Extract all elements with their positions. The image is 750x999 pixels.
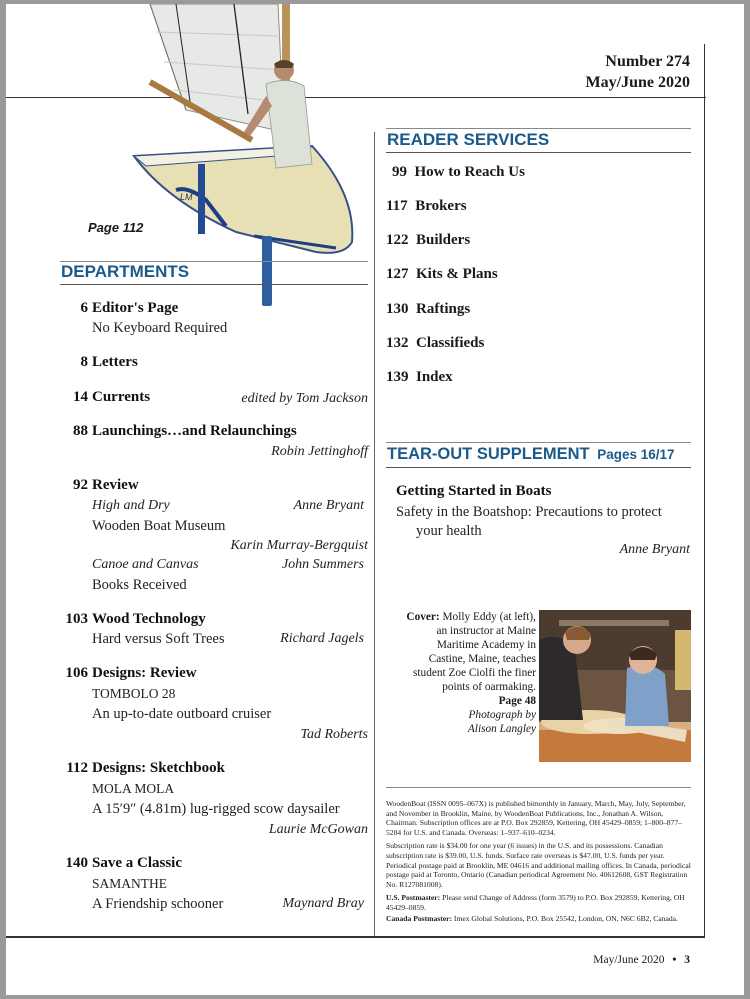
dept-title: Editor's Page: [92, 300, 179, 316]
right-rule: [704, 44, 705, 937]
illustration-caption: Page 112: [88, 220, 144, 235]
dept-title: Designs: Review: [92, 665, 197, 681]
departments-heading: DEPARTMENTS: [61, 262, 190, 281]
reader-services-heading: READER SERVICES: [387, 130, 550, 149]
review-credit: Anne Bryant: [293, 498, 364, 513]
issue-date: May/June 2020: [585, 74, 690, 91]
dept-page-num: 112: [66, 760, 88, 776]
dept-title: Designs: Sketchbook: [92, 760, 225, 776]
reader-service-item: 139 Index: [386, 369, 453, 385]
reader-service-item: 117 Brokers: [386, 198, 467, 214]
masthead-block: WoodenBoat (ISSN 0095–067X) is published bimonthly in January, March, May, July, September, and November in Brooklin, Maine, by WoodenBoat Publications, Inc., Jonathan A. Wilson, Chairman. Subscription offices are at P.O. Box 292859, Kettering, OH 45429–0859; 1–800–877–5284 for U.S. and Canada. Overseas: 1–937–610–0234. Subscription rate is $34.00 for one year (6 issues) in the U.S. and its possessions. Canadian subscription rate is $39.00, U.S. funds. Surface rate overseas is $47.00, U.S. funds per year. Periodical postage paid at Brooklin, ME 04616 and additional mailing offices. In Canada, periodical postage paid at Toronto, Ontario (Canadian periodical Agreement No. 40612608, GST Registration No. R127081008). U.S. Postmaster: Please send Change of Address (form 3579) to P.O. Box 292859, Kettering, OH 45429–0859. Canada Postmaster: Imex Global Solutions, P.O. Box 25542, London, ON, N6C 6B2, Canada.: [386, 799, 691, 923]
review-item: Wooden Boat Museum: [92, 518, 226, 534]
dept-sub: An up-to-date outboard cruiser: [92, 706, 272, 722]
bottom-rule: [6, 936, 705, 938]
daggerboard: [262, 236, 272, 306]
dept-page-num: 14: [73, 389, 88, 405]
reader-service-item: 127 Kits & Plans: [386, 266, 498, 282]
supplement-line: Safety in the Boatshop: Precautions to protect: [396, 504, 662, 520]
dept-credit: Maynard Bray: [282, 896, 364, 911]
dept-page-num: 8: [80, 354, 88, 370]
review-credit: John Summers: [281, 557, 364, 572]
supplement-line: your health: [416, 523, 482, 539]
column-divider: [374, 132, 375, 936]
dept-page-num: 103: [65, 611, 88, 627]
dept-title: Letters: [92, 354, 138, 370]
supplement-pages: Pages 16/17: [597, 447, 675, 462]
supplement-credit: Anne Bryant: [619, 542, 690, 557]
review-item: Canoe and Canvas: [92, 557, 199, 572]
dept-title: Wood Technology: [92, 611, 206, 627]
dept-title: Currents: [92, 389, 151, 405]
cover-page-ref: Page 48: [498, 695, 536, 707]
dept-sub: No Keyboard Required: [92, 320, 228, 336]
dept-sub: TOMBOLO 28: [92, 686, 176, 701]
review-item: Books Received: [92, 577, 187, 593]
masthead-p1: WoodenBoat (ISSN 0095–067X) is published bimonthly in January, March, May, July, September, and November in Brooklin, Maine, by WoodenBoat Publications, Inc., Jonathan A. Wilson, Chairman. Subscription offices are at P.O. Box 292859, Kettering, OH 45429–0859; 1–800–877–5284 for U.S. and Canada. Overseas: 1–937–610–0234.: [386, 799, 686, 837]
dept-page-num: 6: [80, 300, 88, 316]
footer-date: May/June 2020: [593, 954, 665, 966]
dept-credit: Richard Jagels: [280, 631, 364, 646]
dept-page-num: 140: [65, 855, 88, 871]
page-footer: May/June 2020 • 3: [593, 954, 690, 966]
rudder-post: [198, 164, 205, 234]
dept-sub: Hard versus Soft Trees: [92, 631, 225, 647]
supplement-heading: TEAR-OUT SUPPLEMENT Pages 16/17: [387, 445, 675, 463]
dept-title: Save a Classic: [92, 855, 182, 871]
review-credit: Karin Murray-Bergquist: [230, 538, 368, 553]
dept-page-num: 92: [73, 477, 88, 493]
dept-credit: Laurie McGowan: [268, 822, 368, 837]
masthead-p2: Subscription rate is $34.00 for one year (6 issues) in the U.S. and its possessions. Canadian subscription rate is $39.00, U.S. funds. Surface rate overseas is $47.00, U.S. funds per year. Periodical postage paid at Brooklin, ME 04616 and additional mailing offices. In Canada, periodical postage paid at Toronto, Ontario (Canadian periodical Agreement No. 40612608, GST Registration No. R127081008).: [386, 841, 691, 889]
dept-page-num: 88: [73, 423, 88, 439]
review-item: High and Dry: [92, 498, 170, 513]
dept-sub: SAMANTHE: [92, 876, 168, 891]
cover-label: Cover:: [406, 611, 440, 623]
dept-sub: MOLA MOLA: [92, 781, 175, 796]
dept-sub: A Friendship schooner: [92, 896, 224, 912]
contents-page: [6, 4, 744, 995]
dept-credit: edited by Tom Jackson: [241, 391, 368, 406]
dept-title: Launchings…and Relaunchings: [92, 423, 297, 439]
reader-service-item: 132 Classifieds: [386, 335, 485, 351]
departments-rule: [60, 284, 368, 285]
dept-credit: Tad Roberts: [300, 727, 368, 742]
reader-service-item: 130 Raftings: [386, 301, 471, 317]
reader-service-item: 122 Builders: [386, 232, 471, 248]
issue-number: Number 274: [605, 53, 690, 70]
supplement-rule: [386, 467, 691, 468]
hull-label: LM: [180, 192, 193, 202]
dept-page-num: 106: [65, 665, 88, 681]
dept-sub: A 15′9″ (4.81m) lug-rigged scow daysailer: [92, 801, 340, 817]
dept-title: Review: [92, 477, 139, 493]
supplement-title: Getting Started in Boats: [396, 483, 552, 499]
reader-services-rule: [386, 152, 691, 153]
cover-caption: Cover: Molly Eddy (at left), an instructor at Maine Maritime Academy in Castine, Maine, teaches student Zoe Ciolfi the finer points of oarmaking. Page 48 Photograph by Alison Langley: [336, 610, 536, 736]
reader-service-item: 99 How to Reach Us: [392, 164, 525, 180]
cover-photo: [539, 610, 691, 762]
footer-page: 3: [684, 954, 690, 966]
dept-credit: Robin Jettinghoff: [271, 444, 368, 459]
